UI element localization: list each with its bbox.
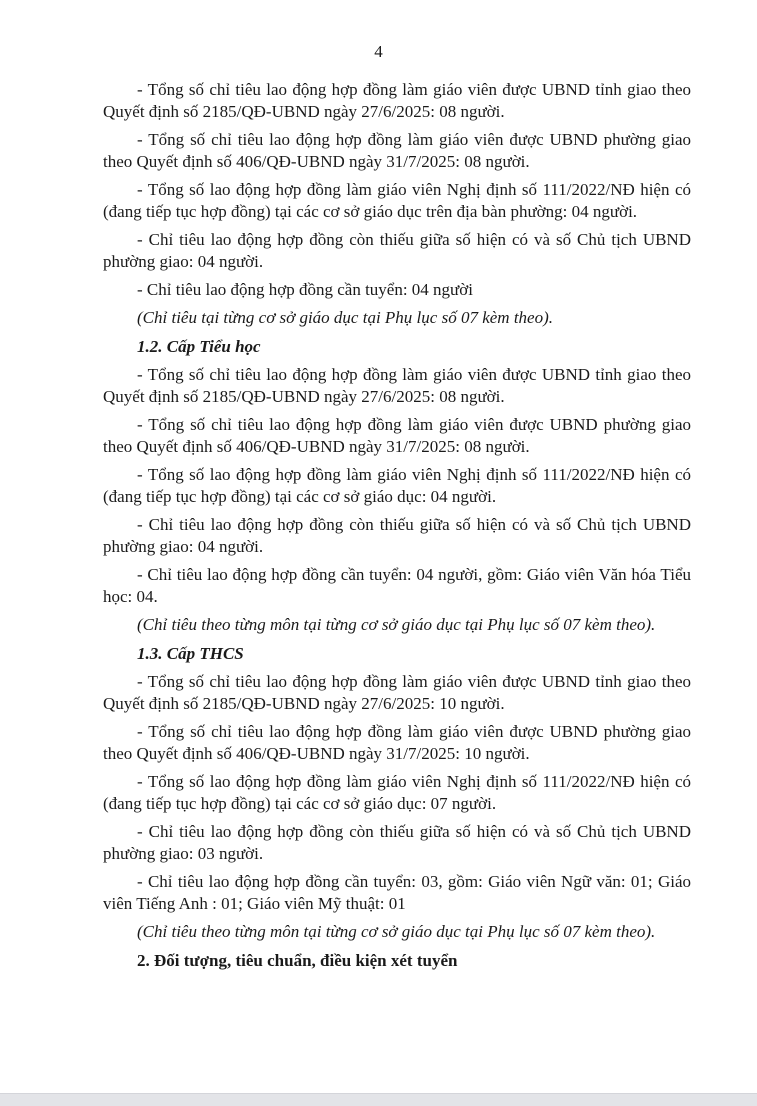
section-heading: 1.3. Cấp THCS xyxy=(137,644,244,663)
paragraph: - Tổng số lao động hợp đồng làm giáo viên Nghị định số 111/2022/NĐ hiện có (đang tiếp tục hợp đồng) tại các cơ sở giáo dục trên địa bàn phường: 04 người. xyxy=(103,180,691,221)
paragraph: - Tổng số chỉ tiêu lao động hợp đồng làm giáo viên được UBND tỉnh giao theo Quyết định số 2185/QĐ-UBND ngày 27/6/2025: 08 người. xyxy=(103,365,691,406)
next-section-heading: 2. Đối tượng, tiêu chuẩn, điều kiện xét tuyển xyxy=(137,951,458,970)
section-heading: 1.2. Cấp Tiểu học xyxy=(137,337,261,356)
paragraph: - Tổng số chỉ tiêu lao động hợp đồng làm giáo viên được UBND tỉnh giao theo Quyết định số 2185/QĐ-UBND ngày 27/6/2025: 10 người. xyxy=(103,672,691,713)
paragraph: - Tổng số chỉ tiêu lao động hợp đồng làm giáo viên được UBND phường giao theo Quyết định số 406/QĐ-UBND ngày 31/7/2025: 08 người. xyxy=(103,130,691,171)
section-note: (Chỉ tiêu theo từng môn tại từng cơ sở giáo dục tại Phụ lục số 07 kèm theo). xyxy=(137,615,656,634)
paragraph: - Tổng số lao động hợp đồng làm giáo viên Nghị định số 111/2022/NĐ hiện có (đang tiếp tục hợp đồng) tại các cơ sở giáo dục: 07 người. xyxy=(103,772,691,813)
paragraph: - Tổng số lao động hợp đồng làm giáo viên Nghị định số 111/2022/NĐ hiện có (đang tiếp tục hợp đồng) tại các cơ sở giáo dục: 04 người. xyxy=(103,465,691,506)
paragraph: - Chỉ tiêu lao động hợp đồng cần tuyển: 04 người xyxy=(137,280,473,299)
section-preschool xyxy=(103,79,691,329)
page-number: 4 xyxy=(374,42,383,61)
section-note: (Chỉ tiêu theo từng môn tại từng cơ sở giáo dục tại Phụ lục số 07 kèm theo). xyxy=(137,922,656,941)
document-body xyxy=(103,79,691,972)
section-secondary xyxy=(103,643,691,943)
paragraph: - Tổng số chỉ tiêu lao động hợp đồng làm giáo viên được UBND phường giao theo Quyết định số 406/QĐ-UBND ngày 31/7/2025: 08 người. xyxy=(103,415,691,456)
paragraph: - Chỉ tiêu lao động hợp đồng cần tuyển: 04 người, gồm: Giáo viên Văn hóa Tiểu học: 04. xyxy=(103,565,691,606)
paragraph: - Chỉ tiêu lao động hợp đồng còn thiếu giữa số hiện có và số Chủ tịch UBND phường giao: 04 người. xyxy=(103,230,691,271)
section-primary xyxy=(103,336,691,636)
viewer-bottom-bar xyxy=(0,1093,757,1106)
paragraph: - Tổng số chỉ tiêu lao động hợp đồng làm giáo viên được UBND phường giao theo Quyết định số 406/QĐ-UBND ngày 31/7/2025: 10 người. xyxy=(103,722,691,763)
paragraph: - Chỉ tiêu lao động hợp đồng còn thiếu giữa số hiện có và số Chủ tịch UBND phường giao: 04 người. xyxy=(103,515,691,556)
paragraph: - Chỉ tiêu lao động hợp đồng còn thiếu giữa số hiện có và số Chủ tịch UBND phường giao: 03 người. xyxy=(103,822,691,863)
paragraph: - Chỉ tiêu lao động hợp đồng cần tuyển: 03, gồm: Giáo viên Ngữ văn: 01; Giáo viên Tiếng Anh : 01; Giáo viên Mỹ thuật: 01 xyxy=(103,872,691,913)
section-note: (Chỉ tiêu tại từng cơ sở giáo dục tại Phụ lục số 07 kèm theo). xyxy=(137,308,553,327)
paragraph: - Tổng số chỉ tiêu lao động hợp đồng làm giáo viên được UBND tỉnh giao theo Quyết định số 2185/QĐ-UBND ngày 27/6/2025: 08 người. xyxy=(103,80,691,121)
